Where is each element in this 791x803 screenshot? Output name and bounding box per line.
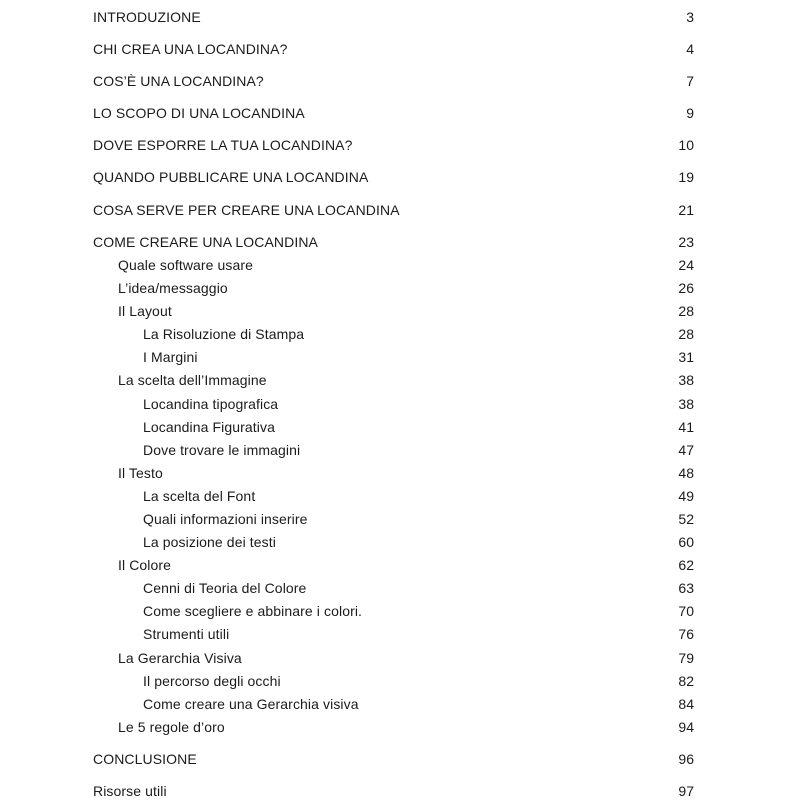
toc-entry-label: La posizione dei testi (143, 534, 276, 551)
toc-entry[interactable] (93, 230, 694, 253)
toc-entry-label: CHI CREA UNA LOCANDINA? (93, 40, 288, 57)
toc-entry-label: I Margini (143, 349, 198, 366)
toc-entry[interactable] (93, 102, 694, 125)
toc-entry-label: La Risoluzione di Stampa (143, 326, 305, 343)
toc-entry-page-number: 49 (678, 487, 694, 504)
toc-entry-page-number: 96 (678, 751, 694, 768)
toc-entry[interactable] (93, 392, 694, 415)
toc-entry-page-number: 28 (678, 326, 694, 343)
toc-entry-page-number: 62 (678, 557, 694, 574)
toc-entry[interactable] (93, 134, 694, 157)
toc-entry-page-number: 84 (678, 695, 694, 712)
toc-entry-page-number: 48 (678, 464, 694, 481)
toc-entry-page-number: 60 (678, 534, 694, 551)
toc-entry-label: Le 5 regole d’oro (118, 718, 225, 735)
toc-entry-page-number: 38 (678, 395, 694, 412)
toc-entry[interactable] (93, 531, 694, 554)
toc-entry-page-number: 82 (678, 672, 694, 689)
toc-entry-page-number: 26 (678, 280, 694, 297)
toc-entry-label: CONCLUSIONE (93, 751, 197, 768)
toc-entry[interactable] (93, 369, 694, 392)
toc-entry[interactable] (93, 692, 694, 715)
toc-entry-page-number: 3 (686, 8, 694, 25)
toc-entry-page-number: 76 (678, 626, 694, 643)
toc-entry-page-number: 24 (678, 256, 694, 273)
toc-entry-label: Dove trovare le immagini (143, 441, 301, 458)
toc-entry[interactable] (93, 484, 694, 507)
toc-entry-label: Locandina Figurativa (143, 418, 275, 435)
toc-entry-label: INTRODUZIONE (93, 8, 201, 25)
toc-entry-label: Quali informazioni inserire (143, 510, 308, 527)
toc-entry[interactable] (93, 554, 694, 577)
toc-entry[interactable] (93, 253, 694, 276)
toc-entry-page-number: 41 (678, 418, 694, 435)
toc-entry-label: Il percorso degli occhi (143, 672, 281, 689)
toc-entry-label: COS’È UNA LOCANDINA? (93, 72, 264, 89)
toc-entry-page-number: 28 (678, 303, 694, 320)
toc-entry[interactable] (93, 669, 694, 692)
toc-entry-page-number: 63 (678, 580, 694, 597)
toc-entry[interactable] (93, 323, 694, 346)
toc-entry-label: Risorse utili (93, 783, 167, 800)
toc-entry-page-number: 70 (678, 603, 694, 620)
toc-entry[interactable] (93, 507, 694, 530)
toc-entry-label: La scelta del Font (143, 487, 256, 504)
toc-entry-label: La scelta dell’Immagine (118, 372, 267, 389)
toc-entry-page-number: 7 (686, 72, 694, 89)
toc-entry[interactable] (93, 600, 694, 623)
toc-entry[interactable] (93, 166, 694, 189)
toc-entry-page-number: 97 (678, 783, 694, 800)
toc-entry-label: Locandina tipografica (143, 395, 279, 412)
toc-entry-label: COME CREARE UNA LOCANDINA (93, 233, 318, 250)
toc-entry[interactable] (93, 715, 694, 738)
toc-entry-label: DOVE ESPORRE LA TUA LOCANDINA? (93, 137, 353, 154)
toc-entry[interactable] (93, 415, 694, 438)
toc-entry[interactable] (93, 69, 694, 92)
toc-entry[interactable] (93, 623, 694, 646)
toc-entry-page-number: 23 (678, 233, 694, 250)
toc-entry-page-number: 52 (678, 510, 694, 527)
toc-entry[interactable] (93, 300, 694, 323)
toc-entry[interactable] (93, 346, 694, 369)
toc-entry-label: Come creare una Gerarchia visiva (143, 695, 359, 712)
toc-entry-label: Come scegliere e abbinare i colori. (143, 603, 363, 620)
toc-entry[interactable] (93, 780, 694, 803)
toc-entry-label: Strumenti utili (143, 626, 230, 643)
toc-entry[interactable] (93, 277, 694, 300)
toc-entry-label: COSA SERVE PER CREARE UNA LOCANDINA (93, 201, 400, 218)
toc-entry-page-number: 47 (678, 441, 694, 458)
toc-entry-page-number: 19 (678, 169, 694, 186)
toc-entry-page-number: 21 (678, 201, 694, 218)
toc-entry[interactable] (93, 577, 694, 600)
toc-entry-label: Il Layout (118, 303, 172, 320)
toc-entry-page-number: 10 (678, 137, 694, 154)
toc-entry-label: LO SCOPO DI UNA LOCANDINA (93, 105, 305, 122)
toc-entry[interactable] (93, 747, 694, 770)
toc-entry-page-number: 31 (678, 349, 694, 366)
toc-entry[interactable] (93, 198, 694, 221)
toc-entry-label: La Gerarchia Visiva (118, 649, 242, 666)
toc-entry[interactable] (93, 37, 694, 60)
toc-entry-label: Cenni di Teoria del Colore (143, 580, 307, 597)
toc-entry-label: Il Testo (118, 464, 163, 481)
toc-entry-label: Il Colore (118, 557, 172, 574)
toc-entry[interactable] (93, 461, 694, 484)
toc-entry[interactable] (93, 646, 694, 669)
toc-entry-page-number: 38 (678, 372, 694, 389)
toc-entry-page-number: 4 (686, 40, 694, 57)
toc-entry[interactable] (93, 438, 694, 461)
toc-entry-page-number: 94 (678, 718, 694, 735)
toc-entry-label: Quale software usare (118, 256, 254, 273)
toc-entry-label: L’idea/messaggio (118, 280, 228, 297)
toc-entry-label: QUANDO PUBBLICARE UNA LOCANDINA (93, 169, 369, 186)
toc-entry-page-number: 79 (678, 649, 694, 666)
toc-entry-page-number: 9 (686, 105, 694, 122)
toc-entry[interactable] (93, 5, 694, 28)
